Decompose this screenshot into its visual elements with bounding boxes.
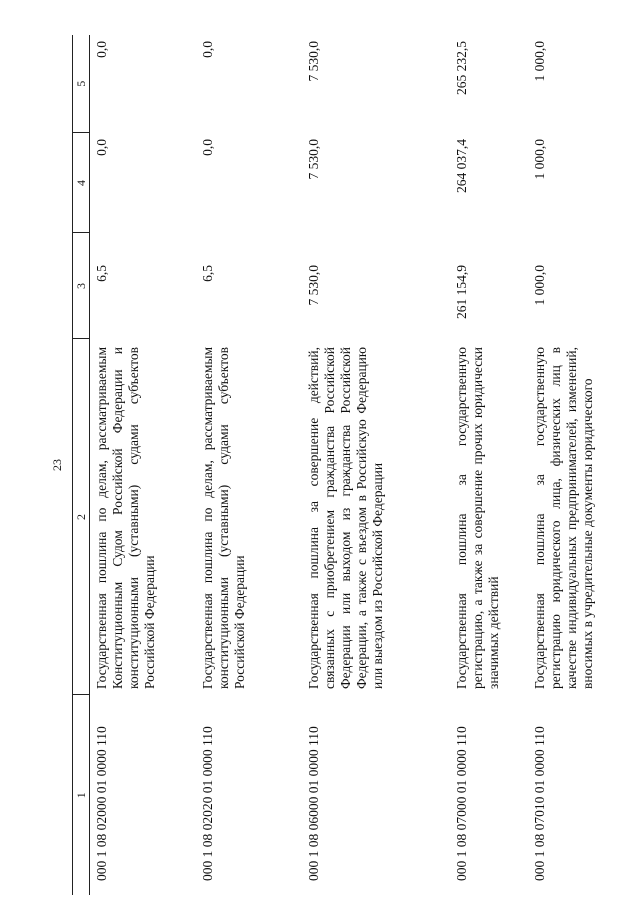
value-col3: 6,5 xyxy=(200,265,215,282)
value-col4: 0,0 xyxy=(94,139,109,156)
revenue-name xyxy=(528,339,624,695)
table-row xyxy=(196,35,302,895)
value-col4: 264 037,4 xyxy=(454,139,469,193)
value-col3: 6,5 xyxy=(94,265,109,282)
revenue-name: Государственная пошлина за совершение действий, связанных с приобретением гражданства Российской Федерации или выходом из гражданства Российской Федерации, а также с въездом в Российскую Федерацию или выездом из Российской Федерации xyxy=(306,347,385,689)
revenue-table xyxy=(72,35,624,895)
value-col4: 0,0 xyxy=(200,139,215,156)
value-col5: 265 232,5 xyxy=(454,41,469,95)
column-number-header-row xyxy=(73,35,90,895)
revenue-name: Государственная пошлина за государственную регистрацию, а также за совершение прочих юридически значимых действий xyxy=(454,347,501,689)
rotated-table-container xyxy=(72,35,632,895)
table-row xyxy=(528,35,624,895)
table-row xyxy=(302,35,450,895)
column-header-2: 2 xyxy=(73,339,90,695)
budget-code: 000 1 08 02020 01 0000 110 xyxy=(200,726,215,881)
column-header-1: 1 xyxy=(73,695,90,895)
value-col3: 1 000,0 xyxy=(532,265,547,306)
table-row xyxy=(450,35,528,895)
column-header-5: 5 xyxy=(73,35,90,133)
column-header-3: 3 xyxy=(73,233,90,339)
budget-code: 000 1 08 07000 01 0000 110 xyxy=(454,726,469,881)
value-col4: 1 000,0 xyxy=(532,139,547,180)
value-col5: 0,0 xyxy=(200,41,215,58)
column-header-4: 4 xyxy=(73,133,90,233)
page-number: 23 xyxy=(50,459,64,471)
value-col5: 1 000,0 xyxy=(532,41,547,82)
revenue-name: Государственная пошлина по делам, рассматриваемым Конституционным Судом Российской Федерации и конституционными (уставными) судами субъектов Российской Федерации xyxy=(94,347,157,689)
budget-code: 000 1 08 06000 01 0000 110 xyxy=(306,726,321,881)
table-row xyxy=(90,35,197,895)
value-col5: 7 530,0 xyxy=(306,41,321,82)
revenue-name: Государственная пошлина по делам, рассматриваемым конституционными (уставными) судами субъектов Российской Федерации xyxy=(200,347,247,689)
value-col5: 0,0 xyxy=(94,41,109,58)
budget-code: 000 1 08 02000 01 0000 110 xyxy=(94,726,109,881)
budget-code: 000 1 08 07010 01 0000 110 xyxy=(532,726,547,881)
value-col3: 261 154,9 xyxy=(454,265,469,319)
value-col3: 7 530,0 xyxy=(306,265,321,306)
revenue-name-text: Государственная пошлина за государственную регистрацию юридического лица, физических лиц в качестве индивидуальных предпринимателей, изменений, вносимых в учредительные документы юридического xyxy=(532,347,595,689)
value-col4: 7 530,0 xyxy=(306,139,321,180)
